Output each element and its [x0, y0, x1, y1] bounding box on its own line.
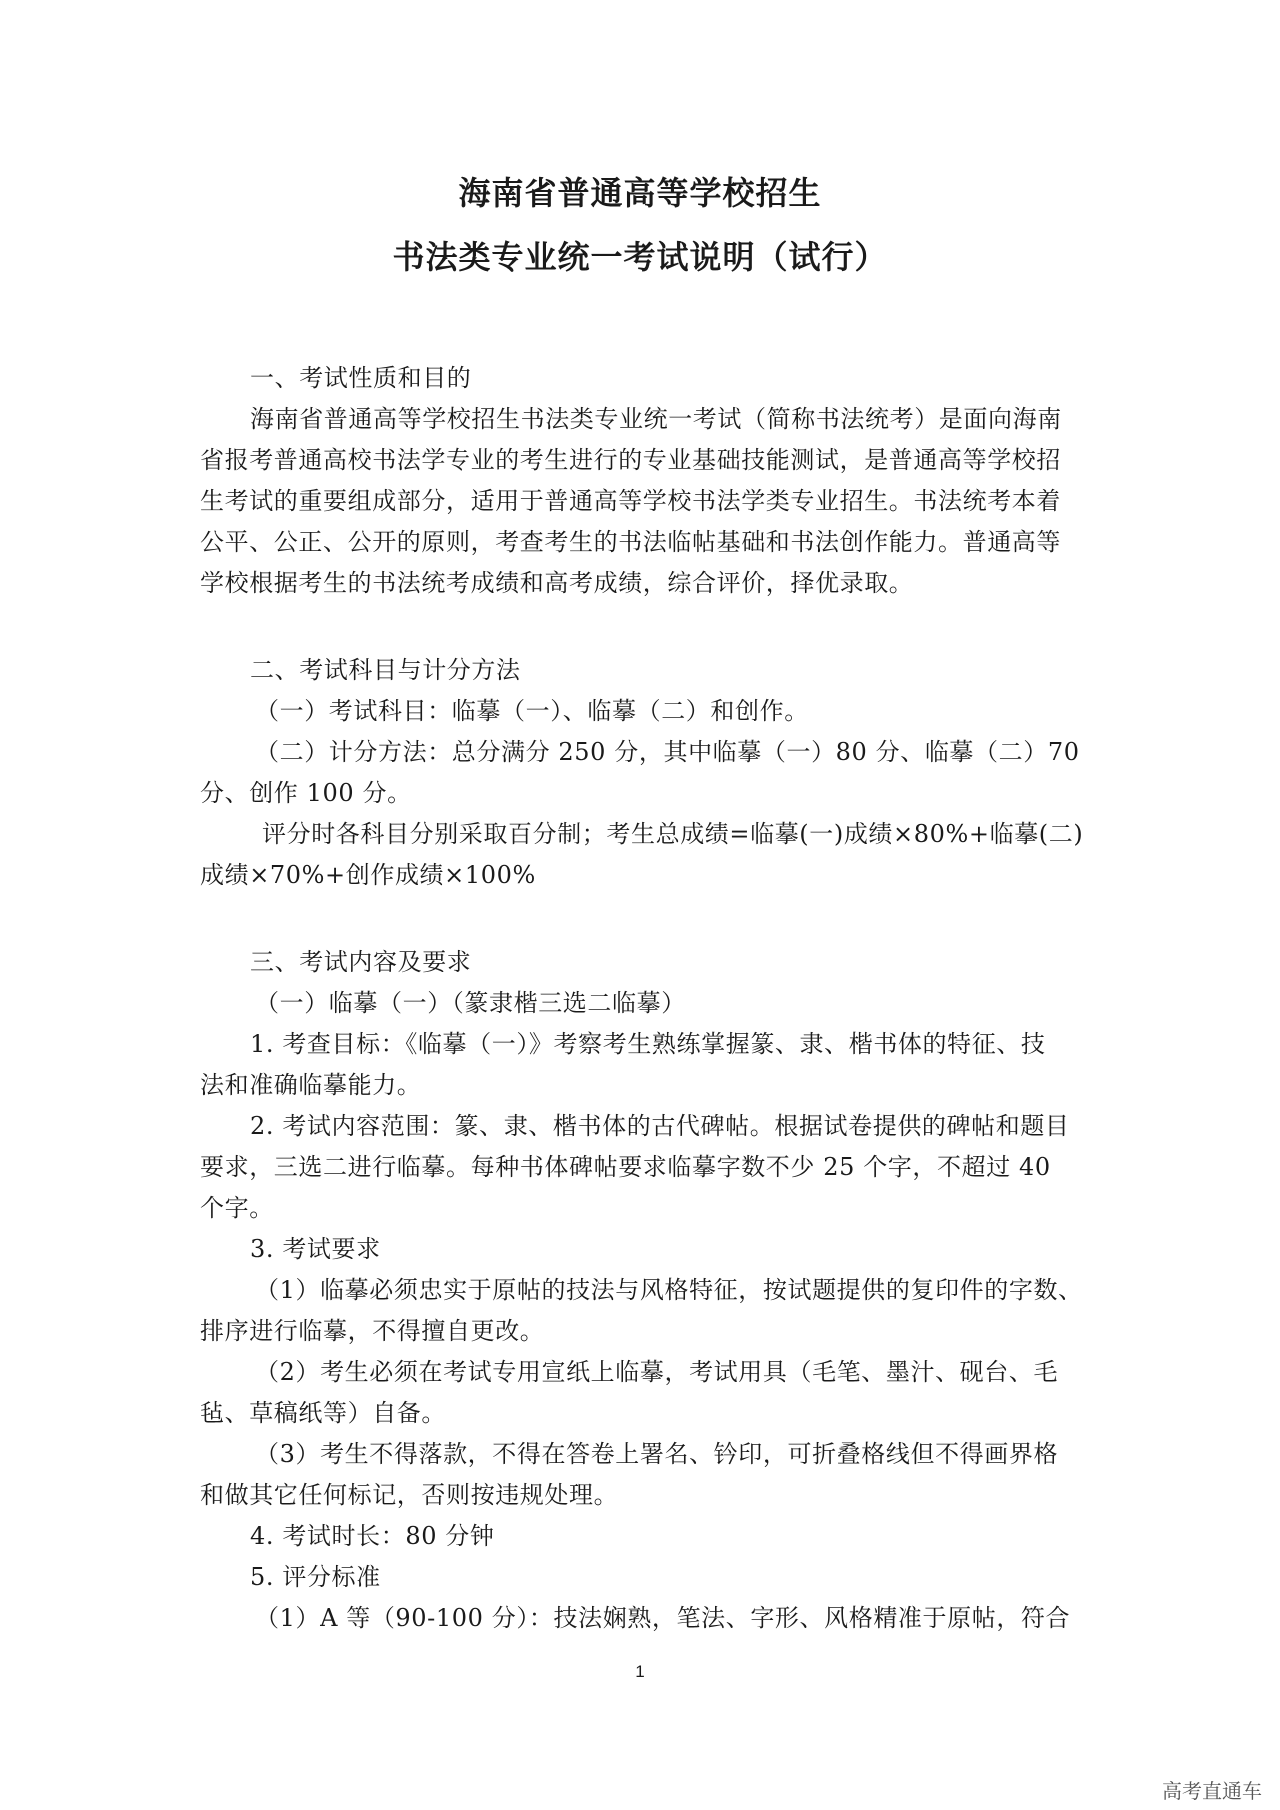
text-line: 4. 考试时长：80 分钟 — [250, 1522, 495, 1550]
text-line: 1. 考查目标：《临摹（一）》考察考生熟练掌握篆、隶、楷书体的特征、技 — [250, 1030, 1046, 1058]
text-line: 生考试的重要组成部分，适用于普通高等学校书法学类专业招生。书法统考本着 — [200, 487, 1061, 515]
text-line: （一）考试科目：临摹（一）、临摹（二）和创作。 — [255, 697, 809, 725]
text-line: 省报考普通高校书法学专业的考生进行的专业基础技能测试，是普通高等学校招 — [200, 446, 1061, 474]
text-line: 排序进行临摹，不得擅自更改。 — [200, 1317, 545, 1345]
page-number: 1 — [635, 1662, 645, 1681]
document-title: 海南省普通高等学校招生 — [458, 174, 822, 212]
subsection-heading: （一）临摹（一）（篆隶楷三选二临摹） — [255, 989, 686, 1017]
text-line: （二）计分方法：总分满分 250 分，其中临摹（一）80 分、临摹（二）70 — [255, 738, 1080, 766]
text-line: 公平、公正、公开的原则，考查考生的书法临帖基础和书法创作能力。普通高等 — [200, 528, 1061, 556]
text-line: （1）临摹必须忠实于原帖的技法与风格特征，按试题提供的复印件的字数、 — [255, 1276, 1083, 1304]
text-line: 5. 评分标准 — [250, 1563, 381, 1591]
text-line: （1）A 等（90-100 分）：技法娴熟，笔法、字形、风格精准于原帖，符合 — [255, 1604, 1071, 1632]
text-line: 学校根据考生的书法统考成绩和高考成绩，综合评价，择优录取。 — [200, 569, 914, 597]
text-line: 要求，三选二进行临摹。每种书体碑帖要求临摹字数不少 25 个字，不超过 40 — [200, 1153, 1051, 1181]
text-line: 毡、草稿纸等）自备。 — [200, 1399, 446, 1427]
text-line: 海南省普通高等学校招生书法类专业统一考试（简称书法统考）是面向海南 — [250, 405, 1062, 433]
text-line: 评分时各科目分别采取百分制；考生总成绩=临摹(一)成绩×80%+临摹(二) — [262, 820, 1084, 848]
text-line: 和做其它任何标记，否则按违规处理。 — [200, 1481, 619, 1509]
section-heading: 三、考试内容及要求 — [250, 948, 472, 976]
document-subtitle: 书法类专业统一考试说明（试行） — [392, 238, 888, 276]
text-line: 2. 考试内容范围：篆、隶、楷书体的古代碑帖。根据试卷提供的碑帖和题目 — [250, 1112, 1070, 1140]
text-line: 法和准确临摹能力。 — [200, 1071, 422, 1099]
text-line: 成绩×70%+创作成绩×100% — [200, 861, 536, 889]
watermark: 高考直通车 — [1162, 1779, 1262, 1803]
section-heading: 一、考试性质和目的 — [250, 364, 472, 392]
text-line: （3）考生不得落款，不得在答卷上署名、钤印，可折叠格线但不得画界格 — [255, 1440, 1059, 1468]
section-heading: 二、考试科目与计分方法 — [250, 656, 521, 684]
text-line: 个字。 — [200, 1194, 274, 1222]
text-line: （2）考生必须在考试专用宣纸上临摹，考试用具（毛笔、墨汁、砚台、毛 — [255, 1358, 1059, 1386]
text-line: 3. 考试要求 — [250, 1235, 381, 1263]
text-line: 分、创作 100 分。 — [200, 779, 412, 807]
